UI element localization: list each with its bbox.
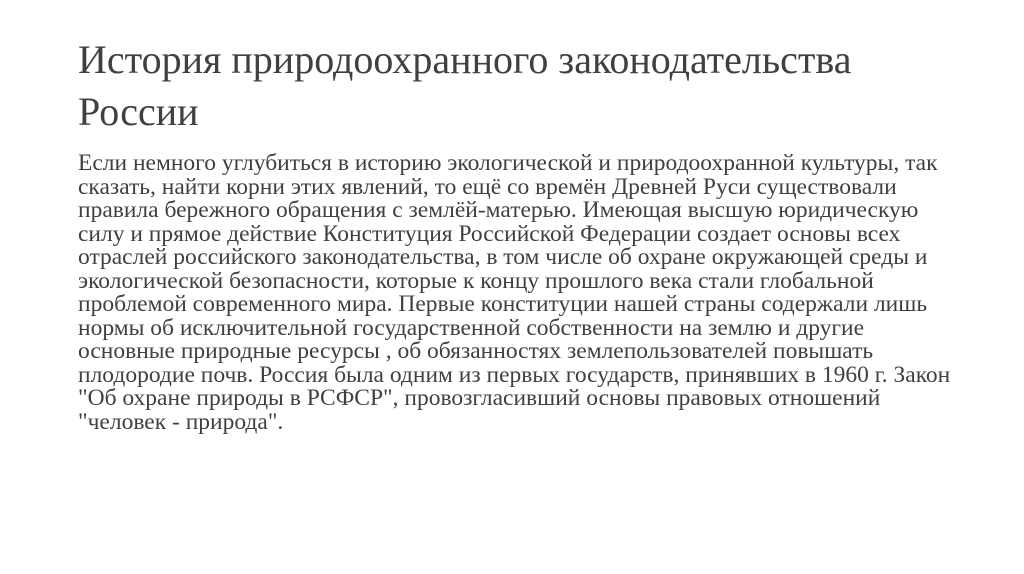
slide-title: История природоохранного законодательства России: [78, 37, 852, 134]
slide-body-text: Если немного углубиться в историю экологической и природоохранной культуры, так сказать, найти корни этих явлений, то ещё со времён Древней Руси существовали правила бережного обращения с землёй-матерью. Имеющая высшую юридическую силу и прямое действие Конституция Российской Федерации создает основы всех отраслей российского законодательства, в том числе об охране окружающей среды и экологической безопасности, которые к концу прошлого века стали глобальной проблемой современного мира. Первые конституции нашей страны содержали лишь нормы об исключительной государственной собственности на землю и другие основные природные ресурсы , об обязанностях землепользователей повышать плодородие почв. Россия была одним из первых государств, принявших в 1960 г. Закон "Об охране природы в РСФСР", провозгласивший основы правовых отношений "человек - природа".: [78, 150, 951, 435]
